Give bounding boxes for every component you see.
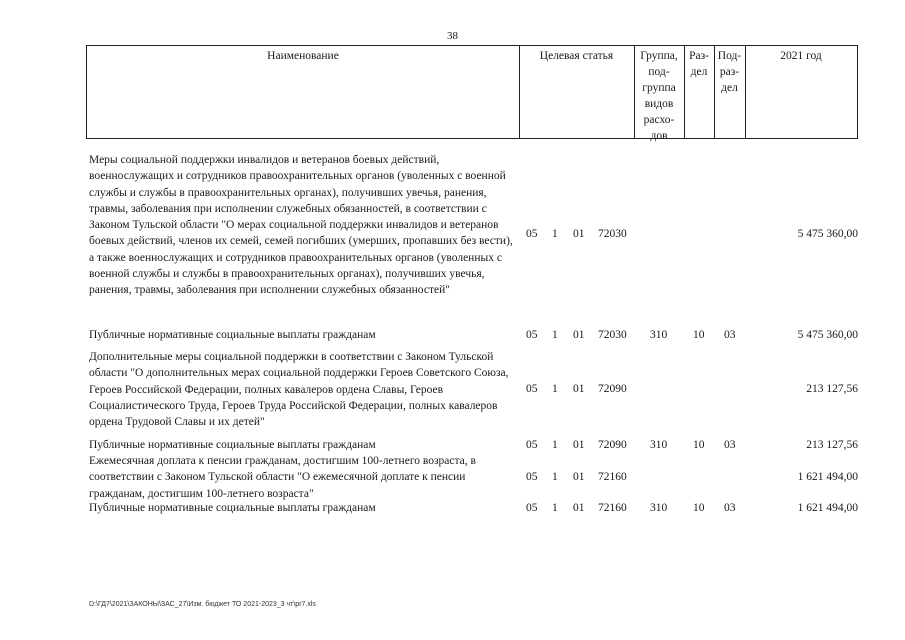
row-code-program: 05 [526, 383, 538, 395]
row-description: Публичные нормативные социальные выплаты гражданам [89, 439, 376, 451]
header-subsection: Под- раз- дел [717, 50, 742, 94]
row-subsection: 03 [724, 329, 736, 341]
row-section: 10 [693, 329, 705, 341]
row-code-program: 05 [526, 502, 538, 514]
header-target-article: Целевая статья [539, 50, 614, 62]
row-amount: 213 127,56 [806, 383, 858, 395]
row-code-subprogram: 1 [552, 228, 558, 240]
row-code-direction: 72090 [598, 383, 627, 395]
row-code-direction: 72030 [598, 228, 627, 240]
row-group: 310 [650, 329, 668, 341]
table-row [86, 152, 858, 316]
row-code-direction: 72160 [598, 502, 627, 514]
footer-file-path: D:\ГД7\2021\ЗАКОНЫ\ЗАС_27\Изм. бюджет ТО 2021-2023_3 чт\pr7.xls [89, 601, 316, 608]
row-amount: 1 621 494,00 [797, 471, 858, 483]
row-code-direction: 72090 [598, 439, 627, 451]
row-code-main: 01 [573, 228, 585, 240]
row-code-program: 05 [526, 329, 538, 341]
row-code-direction: 72030 [598, 329, 627, 341]
row-description: Меры социальной поддержки инвалидов и ветеранов боевых действий, военнослужащих и сотрудников правоохранительных органов (уволенных с военной службы и службы в правоохранительных органах), получивших увечья, ранения, травмы, заболевания при исполнении служебных обязанностей, в соответствии с Законом Тульской области "О мерах социальной поддержки инвалидов и ветеранов боевых действий, членов их семей, семей погибших (умерших, пропавших без вести), а также военнослужащих и сотрудников правоохранительных органов (уволенных с военной службы и службы в правоохранительных органах), получивших увечья, ранения, травмы, заболевания при исполнении служебных обязанностей" [89, 154, 513, 297]
table-row [86, 500, 858, 518]
row-description: Публичные нормативные социальные выплаты гражданам [89, 502, 376, 514]
row-section: 10 [693, 439, 705, 451]
row-amount: 213 127,56 [806, 439, 858, 451]
row-subsection: 03 [724, 502, 736, 514]
row-amount: 5 475 360,00 [797, 329, 858, 341]
table-row [86, 349, 858, 431]
header-year: 2021 год [780, 50, 822, 62]
row-subsection: 03 [724, 439, 736, 451]
table-row [86, 327, 858, 345]
row-code-main: 01 [573, 502, 585, 514]
row-code-main: 01 [573, 329, 585, 341]
row-description: Публичные нормативные социальные выплаты гражданам [89, 329, 376, 341]
row-code-program: 05 [526, 471, 538, 483]
row-code-program: 05 [526, 228, 538, 240]
header-section: Раз- дел [689, 50, 709, 78]
row-code-subprogram: 1 [552, 471, 558, 483]
row-amount: 5 475 360,00 [797, 228, 858, 240]
row-description: Ежемесячная доплата к пенсии гражданам, достигшим 100-летнего возраста, в соответствии с Законом Тульской области "О ежемесячной доплате к пенсии гражданам, достигшим 100-летнего возраста" [89, 455, 476, 500]
row-group: 310 [650, 439, 668, 451]
row-code-subprogram: 1 [552, 383, 558, 395]
row-code-subprogram: 1 [552, 502, 558, 514]
row-code-direction: 72160 [598, 471, 627, 483]
header-name: Наименование [267, 50, 339, 62]
row-amount: 1 621 494,00 [797, 502, 858, 514]
row-code-subprogram: 1 [552, 329, 558, 341]
row-group: 310 [650, 502, 668, 514]
table-header [86, 45, 858, 142]
row-code-main: 01 [573, 439, 585, 451]
row-code-subprogram: 1 [552, 439, 558, 451]
row-section: 10 [693, 502, 705, 514]
table-row [86, 453, 858, 503]
row-code-main: 01 [573, 383, 585, 395]
header-expense-group: Группа, под- группа видов расхо- дов [640, 50, 678, 142]
row-code-program: 05 [526, 439, 538, 451]
row-description: Дополнительные меры социальной поддержки в соответствии с Законом Тульской области "О дополнительных мерах социальной поддержки Героев Советского Союза, Героев Российской Федерации, полных кавалеров ордена Славы, Героев Социалистического Труда, Героев Труда Российской Федерации, полных кавалеров ордена Трудовой Славы и их детей" [89, 351, 509, 429]
row-code-main: 01 [573, 471, 585, 483]
page-number: 38 [447, 30, 458, 42]
